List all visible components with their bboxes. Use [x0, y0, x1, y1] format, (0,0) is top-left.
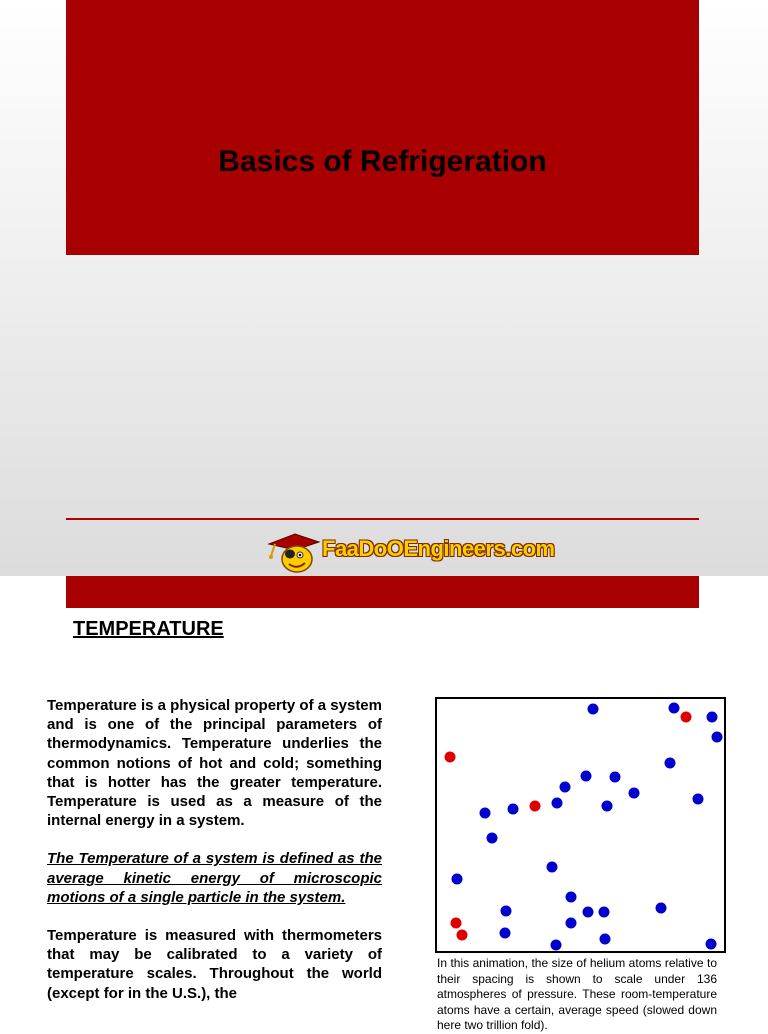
helium-atom: [706, 939, 717, 950]
helium-atom: [566, 892, 577, 903]
section-heading: TEMPERATURE: [73, 618, 224, 640]
helium-atom: [583, 907, 594, 918]
helium-atom: [712, 732, 723, 743]
helium-atom: [480, 808, 491, 819]
helium-atom: [669, 703, 680, 714]
helium-atom: [560, 782, 571, 793]
animation-caption: In this animation, the size of helium atoms relative to their spacing is shown to scale under 136 atmospheres of pressure. These room-temperature atoms have a certain, average speed (slowed down here two trillion fold).: [437, 956, 717, 1033]
helium-atom: [552, 798, 563, 809]
helium-atom: [508, 804, 519, 815]
helium-atom: [665, 758, 676, 769]
helium-atom: [602, 801, 613, 812]
helium-atom: [629, 788, 640, 799]
helium-atom: [581, 771, 592, 782]
helium-atoms-animation: [435, 697, 726, 953]
highlighted-atom: [530, 801, 541, 812]
atoms-canvas: [437, 699, 724, 951]
paragraph-1: Temperature is a physical property of a system and is one of the principal parameters of thermodynamics. Temperature underlies the common notions of hot and cold; something that is hotter has the greater temperature. Temperature is used as a measure of the internal energy in a system.: [47, 697, 382, 830]
helium-atom: [707, 712, 718, 723]
helium-atom: [500, 928, 511, 939]
paragraph-3: Temperature is measured with thermometers that may be calibrated to a variety of temperature scales. Throughout the world (except for in the U.S.), the: [47, 927, 382, 1002]
highlighted-atom: [445, 752, 456, 763]
highlighted-atom: [681, 712, 692, 723]
top-banner: [66, 576, 699, 608]
helium-atom: [551, 940, 562, 951]
title-banner: [66, 0, 699, 255]
helium-atom: [547, 862, 558, 873]
logo-text: FaaDoOEngineers.com: [322, 536, 555, 561]
highlighted-atom: [451, 918, 462, 929]
helium-atom: [693, 794, 704, 805]
definition-paragraph: The Temperature of a system is defined as the average kinetic energy of microscopic motions of a single particle in the system.: [47, 850, 382, 906]
slide-title: Basics of Refrigeration: [218, 145, 547, 178]
helium-atom: [501, 906, 512, 917]
faadoo-logo: [265, 530, 555, 574]
helium-atom: [610, 772, 621, 783]
divider-line: [66, 518, 699, 520]
helium-atom: [600, 934, 611, 945]
cartoon-face-graduation-cap-icon: [265, 530, 325, 574]
helium-atom: [452, 874, 463, 885]
body-text: [47, 696, 382, 1022]
helium-atom: [656, 903, 667, 914]
content-slide: [0, 576, 768, 1033]
highlighted-atom: [457, 930, 468, 941]
helium-atom: [588, 704, 599, 715]
helium-atom: [599, 907, 610, 918]
helium-atom: [566, 918, 577, 929]
helium-atom: [487, 833, 498, 844]
